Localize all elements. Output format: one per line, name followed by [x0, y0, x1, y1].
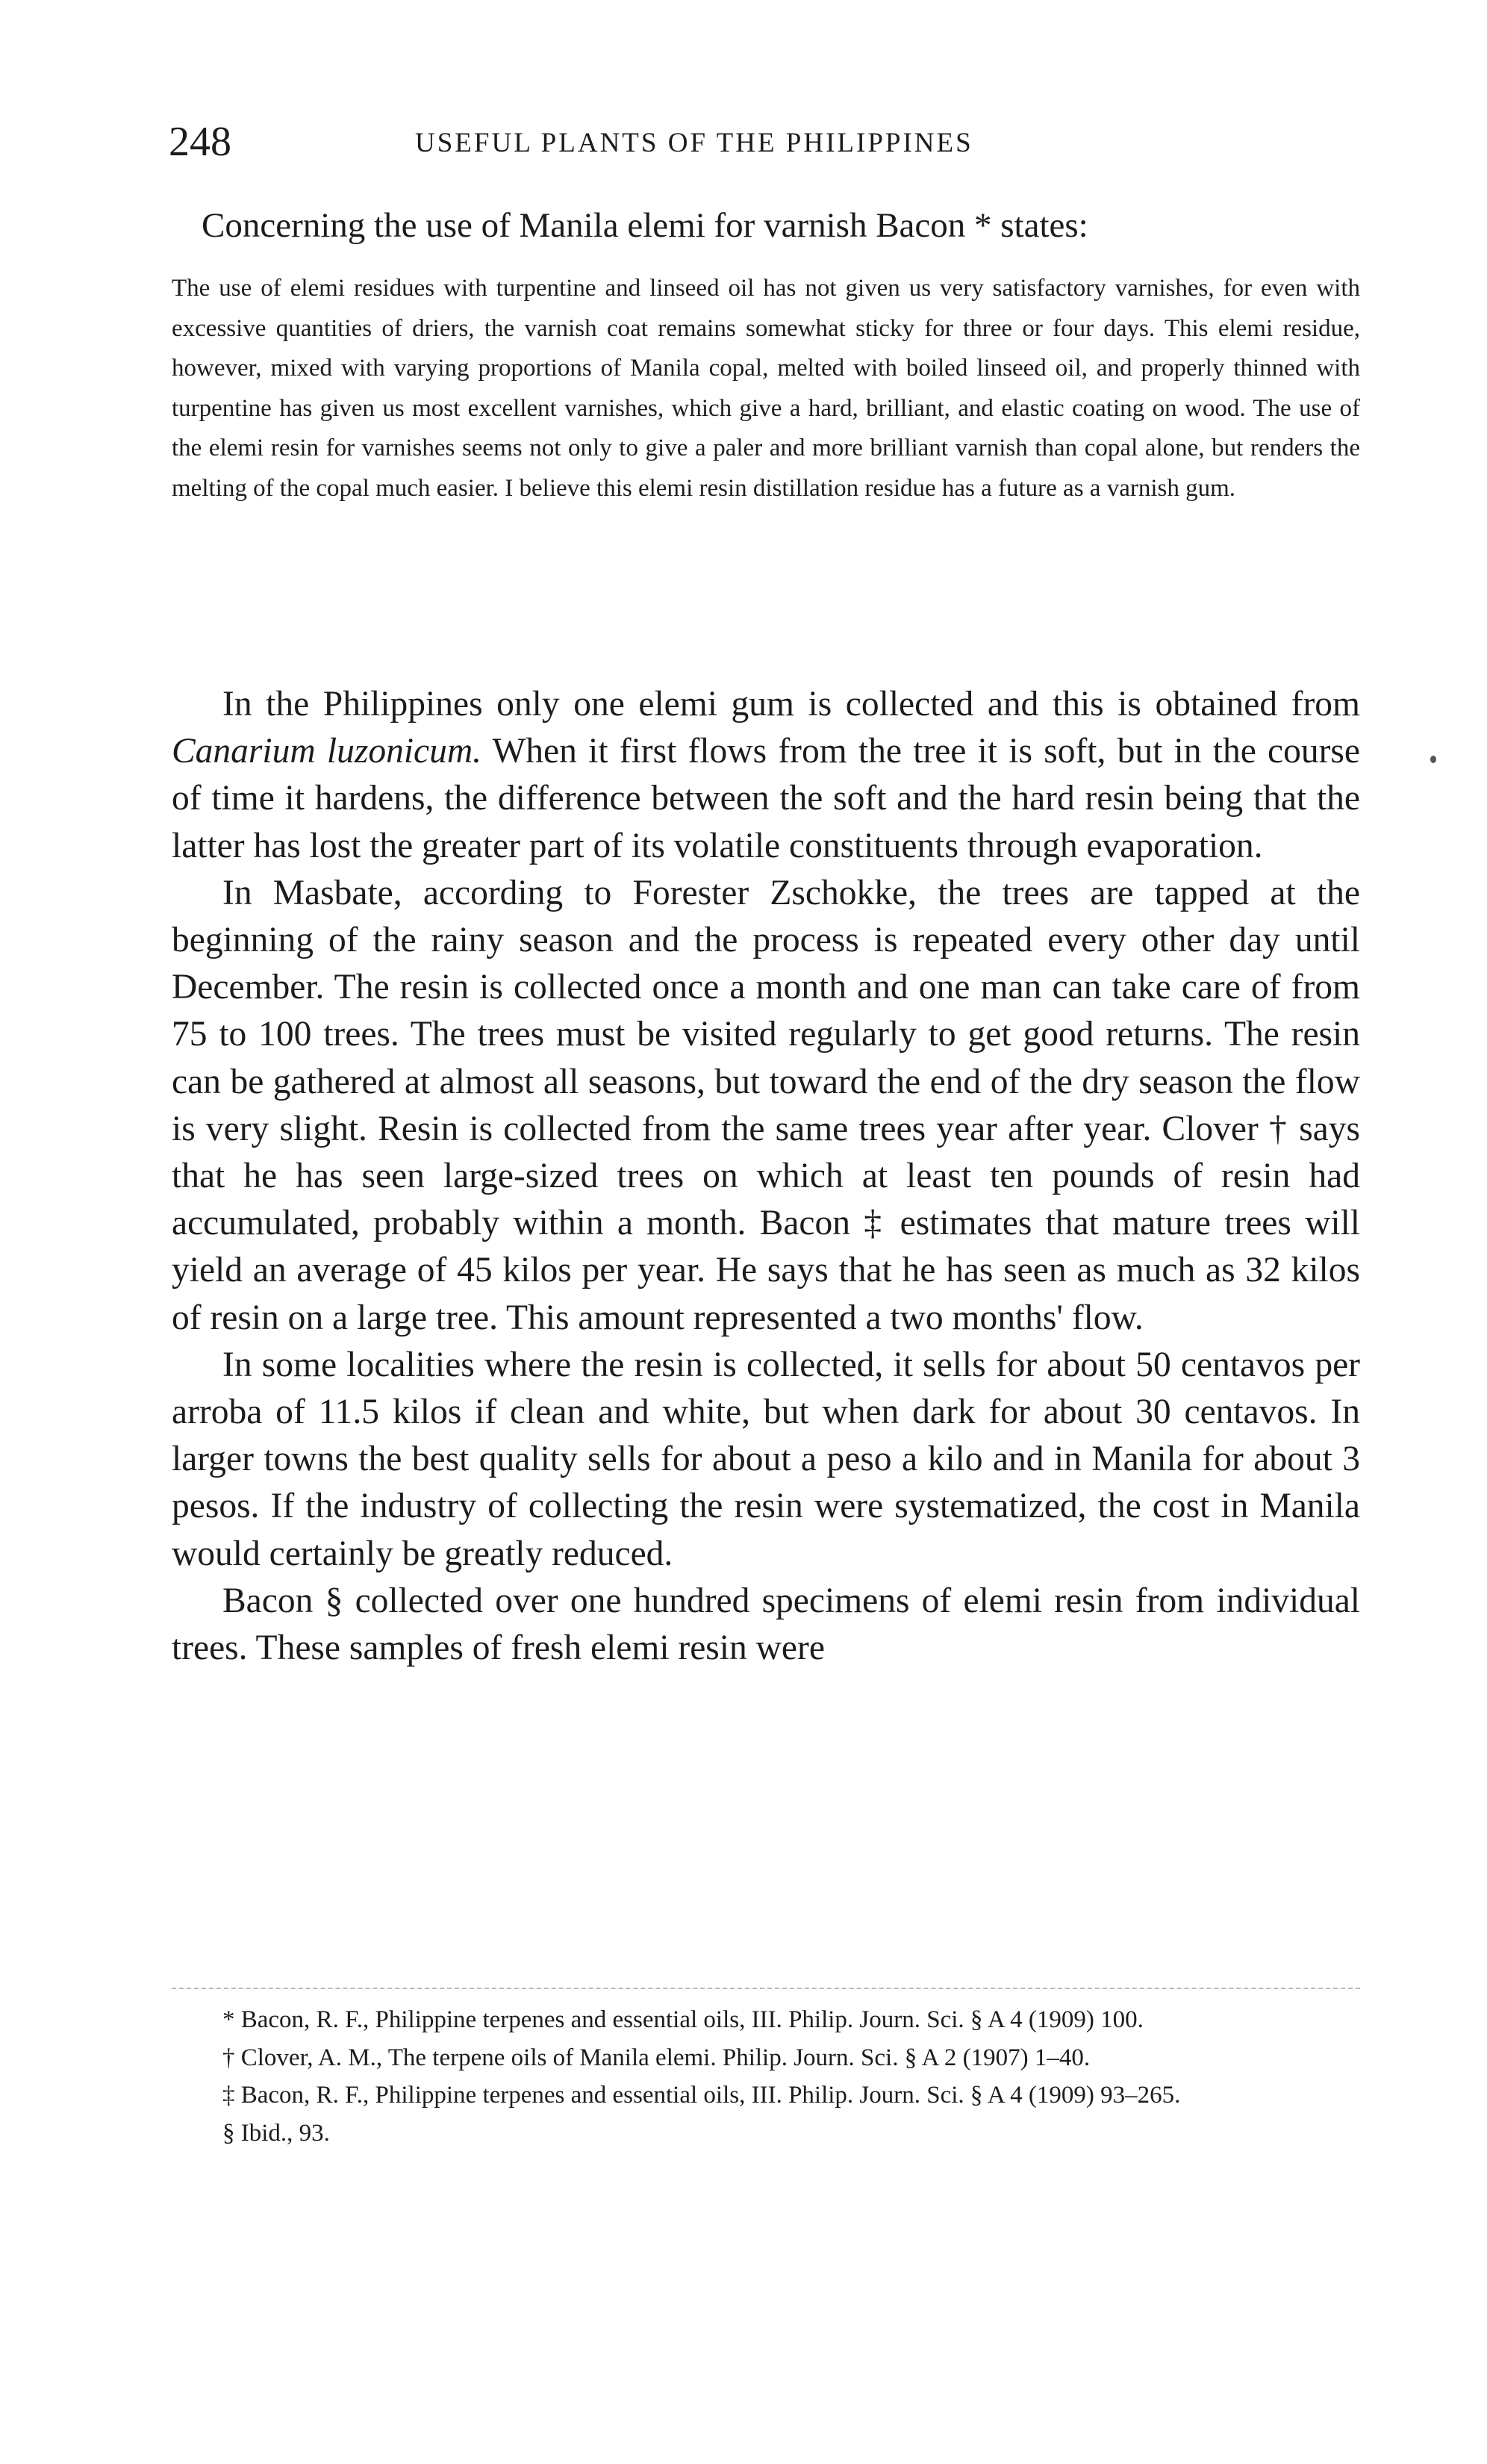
footnotes — [172, 2001, 1360, 2152]
page-header — [169, 112, 1356, 172]
block-quote: The use of elemi residues with turpentine and linseed oil has not given us very satisfactory varnishes, for even with excessive quantities of driers, the varnish coat remains somewhat sticky for three or four days. This elemi residue, however, mixed with varying proportions of Manila copal, melted with boiled linseed oil, and properly thinned with turpentine has given us most excellent varnishes, which give a hard, brilliant, and elastic coating on wood. The use of the elemi resin for varnishes seems not only to give a paler and more brilliant varnish than copal alone, but renders the melting of the copal much easier. I believe this elemi resin distillation residue has a future as a varnish gum. — [172, 275, 1360, 502]
paragraph-3: In some localities where the resin is collected, it sells for about 50 centavos per arroba of 11.5 kilos if clean and white, but when dark for about 30 centavos. In larger towns the best quality sells for about a peso a kilo and in Manila for about 3 pesos. If the industry of collecting the resin were systematized, the cost in Manila would certainly be greatly reduced. — [172, 1345, 1360, 1573]
paragraph-4: Bacon § collected over one hundred specimens of elemi resin from individual trees. These samples of fresh elemi resin were — [172, 1581, 1360, 1668]
paragraph-1 — [172, 681, 1360, 870]
footnote-1: * Bacon, R. F., Philippine terpenes and essential oils, III. Philip. Journ. Sci. § A 4 (1909) 100. — [222, 2006, 1144, 2033]
footnote-2: † Clover, A. M., The terpene oils of Manila elemi. Philip. Journ. Sci. § A 2 (1907) 1–40. — [222, 2044, 1091, 2071]
footnote-divider — [172, 1988, 1360, 1989]
species-name: Canarium luzonicum. — [172, 732, 482, 771]
paragraph-1-text-b: When it first flows from the tree it is soft, but in the course of time it hardens, the difference between the soft and the hard resin being that the latter has lost the greater part of its volatile constituents through evaporation. — [172, 732, 1360, 865]
running-title: USEFUL PLANTS OF THE PHILIPPINES — [415, 128, 973, 158]
paragraph-2: In Masbate, according to Forester Zschokke, the trees are tapped at the beginning of the rainy season and the process is repeated every other day until December. The resin is collected once a month and one man can take care of from 75 to 100 trees. The trees must be visited regularly to get good returns. The resin can be gathered at almost all seasons, but toward the end of the dry season the flow is very slight. Resin is collected from the same trees year after year. Clover † says that he has seen large-sized trees on which at least ten pounds of resin had accumulated, probably within a month. Bacon ‡ estimates that mature trees will yield an average of 45 kilos per year. He says that he has seen as much as 32 kilos of resin on a large tree. This amount represented a two months' flow. — [172, 873, 1360, 1337]
page-number: 248 — [169, 119, 231, 165]
margin-speck — [1430, 756, 1436, 763]
footnote-4: § Ibid., 93. — [222, 2119, 330, 2147]
footnote-3: ‡ Bacon, R. F., Philippine terpenes and essential oils, III. Philip. Journ. Sci. § A 4 (1909) 93–265. — [222, 2082, 1181, 2109]
paragraph-1-text-a: In the Philippines only one elemi gum is collected and this is obtained from — [222, 685, 1360, 724]
intro-sentence: Concerning the use of Manila elemi for varnish Bacon * states: — [202, 206, 1088, 245]
body-text — [172, 681, 1360, 1672]
